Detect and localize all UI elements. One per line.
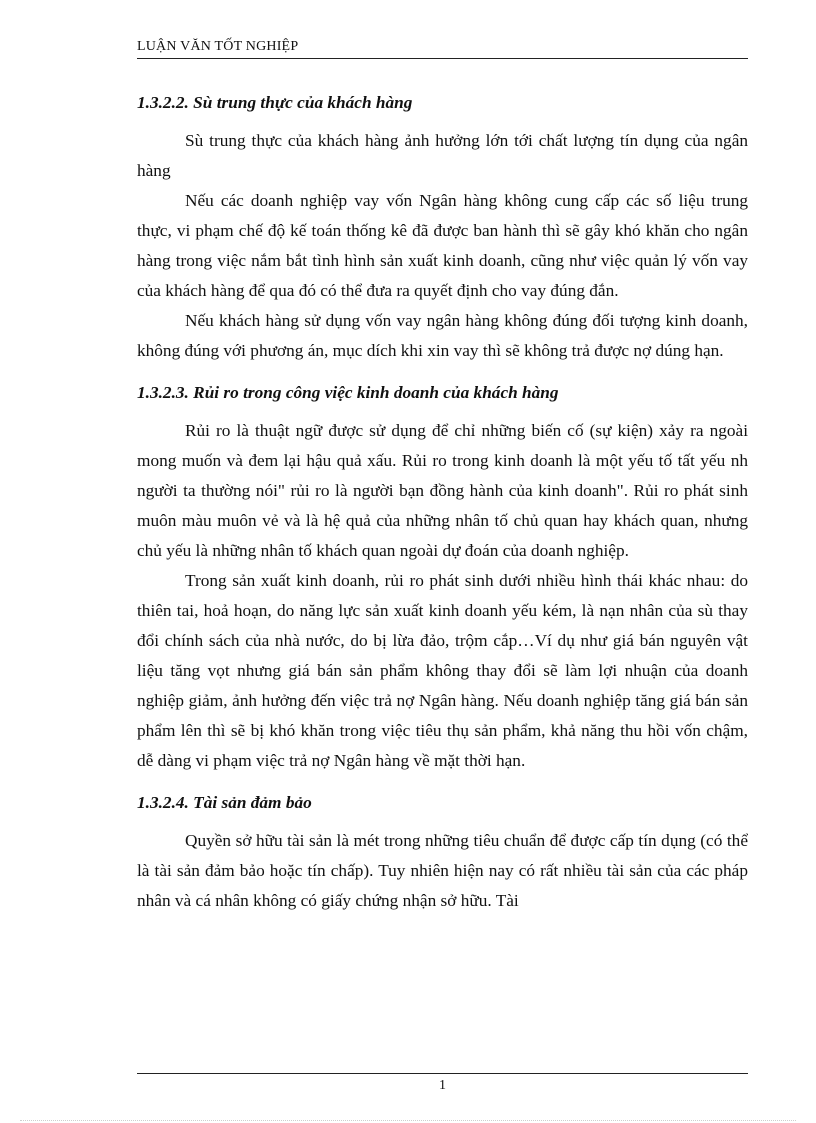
section-1-3-2-4 [137,788,748,916]
footer-rule [137,1073,748,1074]
document-body [137,88,748,916]
running-header: LUẬN VĂN TỐT NGHIỆP [137,39,299,54]
page-bottom-edge [20,1120,796,1121]
section-heading: 1.3.2.2. Sù trung thực của khách hàng [137,93,413,112]
section-1-3-2-2 [137,88,748,366]
section-heading: 1.3.2.3. Rủi ro trong công việc kinh doanh của khách hàng [137,383,559,402]
header-rule [137,58,748,59]
paragraph: Rủi ro là thuật ngữ được sử dụng để chỉ những biến cố (sự kiện) xảy ra ngoài mong muốn và đem lại hậu quả xấu. Rủi ro trong kinh doanh là một yếu tố tất yếu nh người ta thường nói" rủi ro là người bạn đồng hành của kinh doanh". Rủi ro phát sinh muôn màu muôn vẻ và là hệ quả của những nhân tố chủ quan hay khách quan, nhưng chủ yếu là những nhân tố khách quan ngoài dự đoán của doanh nghiệp. [137,421,748,560]
paragraph: Trong sản xuất kinh doanh, rủi ro phát sinh dưới nhiều hình thái khác nhau: do thiên tai, hoả hoạn, do năng lực sản xuất kinh doanh yếu kém, là nạn nhân của sù thay đổi chính sách của nhà nước, do bị lừa đảo, trộm cắp…Ví dụ như giá bán nguyên vật liệu tăng vọt nhưng giá bán sản phẩm không thay đổi sẽ làm lợi nhuận của doanh nghiệp giảm, ảnh hưởng đến việc trả nợ Ngân hàng. Nếu doanh nghiệp tăng giá bán sản phẩm lên thì sẽ bị khó khăn trong việc tiêu thụ sản phẩm, khả năng thu hồi vốn chậm, dễ dàng vi phạm việc trả nợ Ngân hàng về mặt thời hạn. [137,571,748,770]
paragraph: Nếu khách hàng sử dụng vốn vay ngân hàng không đúng đối tượng kinh doanh, không đúng với phương án, mục dích khi xin vay thì sẽ không trả được nợ dúng hạn. [137,311,748,360]
page-number: 1 [439,1078,446,1093]
paragraph: Quyền sở hữu tài sản là mét trong những tiêu chuẩn để được cấp tín dụng (có thể là tài sản đảm bảo hoặc tín chấp). Tuy nhiên hiện nay có rất nhiều tài sản của các pháp nhân và cá nhân không có giấy chứng nhận sở hữu. Tài [137,831,748,910]
paragraph: Nếu các doanh nghiệp vay vốn Ngân hàng không cung cấp các số liệu trung thực, vi phạm chế độ kế toán thống kê đã được ban hành thì sẽ gây khó khăn cho ngân hàng trong việc nắm bắt tình hình sản xuất kinh doanh, cũng như việc quản lý vốn vay của khách hàng để qua đó có thể đưa ra quyết định cho vay đúng đắn. [137,191,748,300]
section-heading: 1.3.2.4. Tài sản đảm bảo [137,793,312,812]
section-1-3-2-3 [137,378,748,776]
paragraph: Sù trung thực của khách hàng ảnh hưởng lớn tới chất lượng tín dụng của ngân hàng [137,131,748,180]
